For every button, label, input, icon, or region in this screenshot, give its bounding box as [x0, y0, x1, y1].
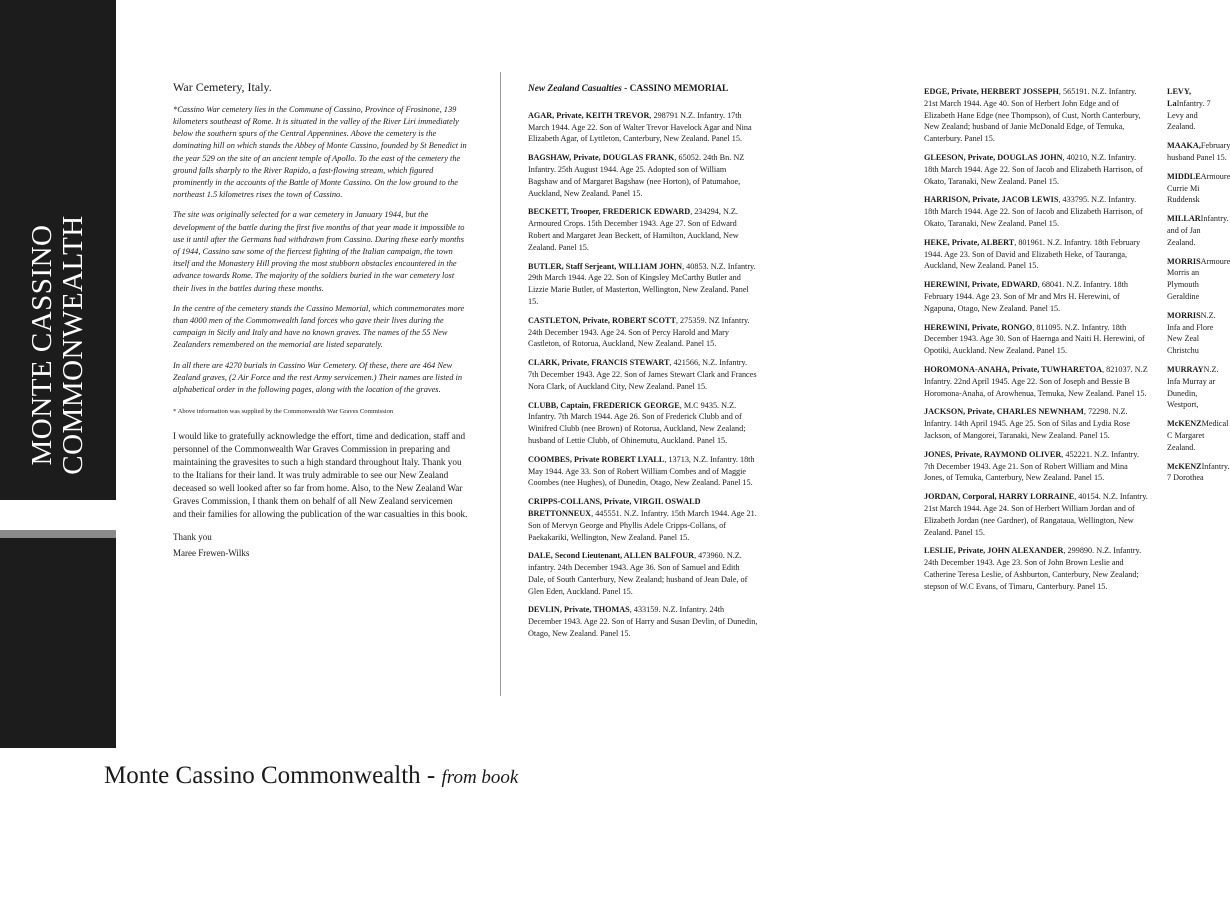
casualty-entry: [1167, 256, 1230, 303]
casualty-name: McKENZ: [1167, 419, 1202, 429]
casualty-entry: [924, 152, 1149, 187]
casualty-details: , 811095. N.Z. Infantry. 18th December 1943. Age 30. Son of Haernga and Naiti H. Herewini, of Opotiki, Auckland. New Zealand. Panel 15.: [924, 322, 1145, 356]
casualty-entry: [924, 279, 1149, 314]
casualties-column-1: [528, 68, 758, 647]
spine-title-line2: COMMONWEALTH: [57, 215, 89, 475]
casualty-name: GLEESON, Private, DOUGLAS JOHN: [924, 152, 1063, 162]
casualty-entry: [1167, 364, 1227, 411]
entries-list: [528, 110, 758, 640]
intro-paragraph-2: The site was originally selected for a war cemetery in January 1944, but the development of the battle during the first five months of that year made it impossible to use it until after the Germans had withdrawn from Cassino. During these early months of 1944, Cassino saw some of the fiercest fighting of the Italian campaign, the town itself and the Monastery Hill proving the most stubborn obstacles encountered in the advance towards Rome. The majority of the soldiers buried in the war cemetery lost their lives in the battles during these months.: [173, 210, 465, 293]
casualty-details: , 821037. N.Z Infantry. 22nd April 1945. Age 22. Son of Joseph and Bessie B Horomona-Anaha, of Arowhenua, Temuka, New Zealand. Panel 15.: [924, 364, 1148, 398]
entries-list: [1167, 86, 1230, 484]
column-heading-rest: - CASSINO MEMORIAL: [621, 84, 729, 94]
casualty-name: EDGE, Private, HERBERT JOSSEPH: [924, 87, 1059, 96]
casualty-entry: [924, 449, 1149, 484]
casualty-entry: [528, 400, 758, 447]
casualty-name: BECKETT, Trooper, FREDERICK EDWARD: [528, 207, 691, 217]
casualty-entry: [1167, 461, 1230, 485]
casualty-details: , 298791 N.Z. Infantry. 17th March 1944. Age 22. Son of Walter Trevor Havelock Agar and Nina Elizabeth Agar, of Lyttleton, Canterbury, New Zealand. Panel 15.: [528, 110, 752, 144]
caption-sub: from book: [441, 767, 519, 788]
spine-gap: [0, 500, 116, 530]
casualty-details: , 445551. N.Z. Infantry. 15th March 1944. Age 21. Son of Mervyn George and Phyllis Adele Cripps-Collans, of Paekakariki, Wellington, New Zealand. Panel 15.: [528, 508, 757, 542]
casualty-details: February husband Panel 15.: [1167, 141, 1230, 162]
casualty-entry: [924, 86, 1149, 145]
page-heading: War Cemetery, Italy.: [173, 80, 272, 94]
casualty-details: , 65052. 24th Bn. NZ Infantry. 25th August 1944. Age 25. Adopted son of William Bagshaw and of Margaret Bagshaw (nee Horton), of Patumahoe, Auckland, New Zealand. Panel 15.: [528, 153, 745, 198]
casualty-entry: [1167, 213, 1227, 248]
casualty-name: CLUBB, Captain, FREDERICK GEORGE: [528, 400, 680, 410]
casualty-name: CASTLETON, Private, ROBERT SCOTT: [528, 315, 676, 325]
casualty-entry: [528, 152, 758, 199]
casualties-column-3-cropped: [1167, 86, 1230, 726]
caption-separator: -: [420, 762, 442, 789]
casualty-entry: [1167, 86, 1227, 133]
casualty-name: LESLIE, Private, JOHN ALEXANDER: [924, 546, 1064, 556]
casualty-entry: [528, 454, 758, 489]
casualty-name: McKENZ: [1167, 461, 1202, 471]
casualty-name: BAGSHAW, Private, DOUGLAS FRANK: [528, 153, 675, 163]
casualty-entry: [924, 491, 1149, 538]
casualty-details: , 473960. N.Z. infantry. 24th December 1943. Age 36. Son of Samuel and Edith Dale, of South Canterbury, New Zealand; husband of Jean Dale, of Glen Eden, Auckland. Panel 15.: [528, 551, 748, 596]
casualty-details: Infantry. and of Jan Zealand.: [1167, 214, 1229, 247]
casualties-column-2: [924, 86, 1149, 599]
page-divider: [500, 72, 501, 696]
casualty-name: MILLAR: [1167, 214, 1201, 224]
casualty-entry: [1167, 140, 1230, 164]
casualty-details: , 433795. N.Z. Infantry. 18th March 1944. Age 22. Son of Jacob and Elizabeth Harrison, of Okato, Taranaki, New Zealand. Panel 15.: [924, 195, 1143, 228]
intro-paragraph-3: In the centre of the cemetery stands the Cassino Memorial, which commemorates more than 4000 men of the Commonwealth land forces who gave their lives during the campaign in Sicily and Italy and have no known graves. The names of the 55 New Zealanders remembered on the memorial are listed separately.: [173, 303, 465, 350]
casualty-entry: [1167, 310, 1227, 357]
casualty-name: HEREWINI, Private, RONGO: [924, 322, 1033, 332]
casualty-entry: [1167, 418, 1227, 453]
caption-main: Monte Cassino Commonwealth: [104, 762, 421, 789]
casualty-entry: [528, 550, 758, 597]
acknowledgement-paragraph: I would like to gratefully acknowledge the effort, time and dedication, staff and personnel of the Commonwealth War Graves Commission in preparing and maintaining the gravesites to such a high standard throughout Italy. Thank you to the Italians for their land. It was truly admirable to see our New Zealand deceased so well looked after so far from home. Also, to the New Zealand War Graves Commission, I thank them on behalf of all New Zealand servicemen and their families for allowing the publication of the war casualties in this book.: [173, 431, 468, 520]
casualty-entry: [528, 206, 758, 253]
column-heading-italic: New Zealand Casualties: [528, 84, 622, 94]
left-page: [173, 68, 468, 561]
casualty-name: HEKE, Private, ALBERT: [924, 237, 1015, 247]
casualty-entry: [528, 357, 758, 392]
casualty-name: LEVY, La: [1167, 87, 1192, 108]
casualty-entry: [924, 406, 1149, 441]
casualty-details: Armoure Currie Mi Ruddensk: [1167, 171, 1230, 205]
casualty-details: , 565191. N.Z. Infantry. 21st March 1944. Age 40. Son of Herbert John Edge and of Elizabeth Hane Edge (nee Thompson), of Cust, North Canterbury, New Zealand; husband of Janie McDonald Edge, of Temuka, Canterbury. Panel 15.: [924, 87, 1141, 144]
intro-paragraph-4: In all there are 4270 burials in Cassino War Cemetery. Of these, there are 464 New Zealand graves, (2 Air Force and the rest Army servicemen.) Their names are listed in alphabetical order in the following pages, along with the location of the graves.: [173, 360, 463, 395]
casualty-details: , 72298. N.Z. Infantry. 14th April 1945. Age 25. Son of Silas and Lydia Rose Jackson, of Mangorei, Taranaki, New Zealand. Panel 15.: [924, 407, 1130, 440]
casualty-entry: [924, 237, 1149, 272]
casualty-name: MIDDLE: [1167, 171, 1201, 181]
casualty-name: JORDAN, Corporal, HARRY LORRAINE: [924, 492, 1075, 502]
casualty-details: Infantry. 7 Dorothea: [1167, 461, 1230, 483]
casualty-details: , 40154. N.Z. Infantry. 21st March 1944. Age 24. Son of Herbert William Jordan and of Elizabeth Jordan (nee Gardner), of Rangataua, Wellington, New Zealand. Panel 15.: [924, 492, 1148, 537]
casualty-name: CLARK, Private, FRANCIS STEWART: [528, 358, 670, 368]
source-note: * Above information was supplied by the Commonwealth War Graves Commission: [173, 408, 394, 416]
casualty-entry: [528, 110, 758, 145]
casualty-name: MORRIS: [1167, 256, 1201, 266]
casualty-name: COOMBES, Private ROBERT LYALL: [528, 454, 665, 464]
signature-name: Maree Frewen-Wilks: [173, 548, 250, 559]
casualty-name: JONES, Private, RAYMOND OLIVER: [924, 449, 1062, 459]
casualty-details: , 13713, N.Z. Infantry. 18th May 1944. Age 33. Son of Robert William Combes and of Maggie Coombes (nee Hughes), of Dunedin, Otago, New Zealand. Panel 15.: [528, 454, 755, 488]
casualty-details: , 68041. N.Z. Infantry. 18th February 1944. Age 23. Son of Mr and Mrs H. Herewini, of Ngapuna, Otago, New Zealand. Panel 15.: [924, 280, 1128, 313]
casualty-name: BUTLER, Staff Serjeant, WILLIAM JOHN: [528, 261, 683, 271]
image-caption: [104, 762, 518, 790]
casualty-details: , 801961. N.Z. Infantry. 18th February 1944. Age 23. Son of David and Elizabeth Heke, of Tauranga, Auckland, New Zealand. Panel 15.: [924, 237, 1141, 271]
casualty-details: , 40853. N.Z. Infantry. 29th March 1944. Age 22. Son of Kingsley McCarthy Butler and Lizzie Marie Butler, of Masterton, Wellington, New Zealand. Panel 15.: [528, 261, 756, 306]
casualty-entry: [924, 322, 1149, 357]
casualty-details: , 452221. N.Z. Infantry. 7th December 1943. Age 21. Son of Robert William and Mina Jones, of Temuka, Canterbury, New Zealand. Panel 15.: [924, 449, 1139, 483]
casualty-name: HOROMONA-ANAHA, Private, TUWHARETOA: [924, 364, 1102, 374]
entries-list: [924, 86, 1149, 592]
casualty-name: MURRAY: [1167, 364, 1204, 374]
casualty-details: , 40210, N.Z. Infantry. 18th March 1944. Age 22. Son of Jacob and Elizabeth Harrison, of Okato, Taranaki, New Zealand. Panel 15.: [924, 152, 1143, 186]
casualty-name: DALE, Second Lieutenant, ALLEN BALFOUR: [528, 551, 695, 561]
casualty-details: Medical C Margaret Zealand.: [1167, 419, 1229, 452]
signature-thanks: Thank you: [173, 532, 212, 543]
casualty-details: , 275359. NZ Infantry. 24th December 1943. Age 24. Son of Percy Harold and Mary Castleton, of Rotorua, Auckland, New Zealand. Panel 15.: [528, 315, 750, 349]
casualty-details: , 299890. N.Z. Infantry. 24th December 1943. Age 23. Son of John Brown Leslie and Catherine Teresa Leslie, of Ashburton, Canterbury, New Zealand; stepson of W.C Evans, of Timaru, Canterbury. Panel 15.: [924, 546, 1142, 591]
casualty-entry: [528, 604, 758, 639]
casualty-details: , M.C 9435. N.Z. Infantry. 7th March 1944. Age 26. Son of Frederick Clubb and of Winifred Clubb (nee Brown) of Rotorua, Auckland, New Zealand; husband of Lettie Clubb, of Ohinemutu, Auckland. Panel 15.: [528, 400, 746, 445]
casualty-entry: [924, 364, 1149, 399]
casualty-details: N.Z. Infa and Flore New Zeal Christchu: [1167, 310, 1216, 356]
casualty-entry: [924, 194, 1149, 229]
casualty-details: , 234294, N.Z. Armoured Crops. 15th December 1943. Age 27. Son of Edward Robert and Margaret Jean Beckett, of Hamilton, Auckland, New Zealand. Panel 15.: [528, 207, 739, 252]
casualty-details: N.Z. Infa Murray ar Dunedin, Westport,: [1167, 364, 1219, 410]
casualty-entry: [924, 545, 1149, 592]
casualty-details: , 421566, N.Z. Infantry. 7th December 1943. Age 22. Son of James Stewart Clark and Frances Nora Clark, of Auckland City, New Zealand. Panel 15.: [528, 358, 757, 391]
spine-title-line1: MONTE CASSINO: [26, 224, 58, 466]
casualty-name: MAAKA,: [1167, 141, 1201, 151]
casualty-name: AGAR, Private, KEITH TREVOR: [528, 110, 650, 120]
casualty-entry: [1167, 171, 1230, 206]
casualty-details: Armoure Morris an Plymouth Geraldine: [1167, 256, 1230, 301]
casualty-entry: [528, 315, 758, 350]
casualty-name: JACKSON, Private, CHARLES NEWNHAM: [924, 407, 1084, 417]
casualty-name: DEVLIN, Private, THOMAS: [528, 605, 630, 615]
intro-paragraph-1: *Cassino War cemetery lies in the Commune of Cassino, Province of Frosinone, 139 kilometers southeast of Rome. It is situated in the valley of the River Liri immediately below the southern spurs of the Central Appennines. Above the cemetery is the dominating hill on which stands the Abbey of Monte Cassino, founded by St Benedict in the year 529 on the site of an ancient temple of Apollo. To the east of the cemetery the ground falls sharply to the River Rapido, a fast-flowing stream, which figured prominently in the accounts of the Battle of Monte Cassino. On the low ground to the northeast 1.5 kilometres rises the town of Cassino.: [173, 104, 467, 200]
casualty-name: HEREWINI, Private, EDWARD: [924, 280, 1038, 290]
column-heading: [528, 84, 758, 96]
casualty-details: , 433159. N.Z. Infantry. 24th December 1943. Age 22. Son of Harry and Susan Devlin, of Dunedin, Otago, New Zealand. Panel 15.: [528, 605, 758, 639]
spine-bottom-bar: [0, 530, 116, 748]
casualty-name: CRIPPS-COLLANS, Private, VIRGIL OSWALD BRETTONNEUX: [528, 497, 701, 518]
casualty-name: HARRISON, Private, JACOB LEWIS: [924, 195, 1059, 205]
casualty-name: MORRIS: [1167, 310, 1201, 320]
spine-title: [0, 0, 116, 500]
casualty-entry: [528, 496, 758, 543]
casualty-entry: [528, 261, 758, 308]
casualty-details: Infantry. 7 Levy and Zealand.: [1167, 98, 1211, 132]
